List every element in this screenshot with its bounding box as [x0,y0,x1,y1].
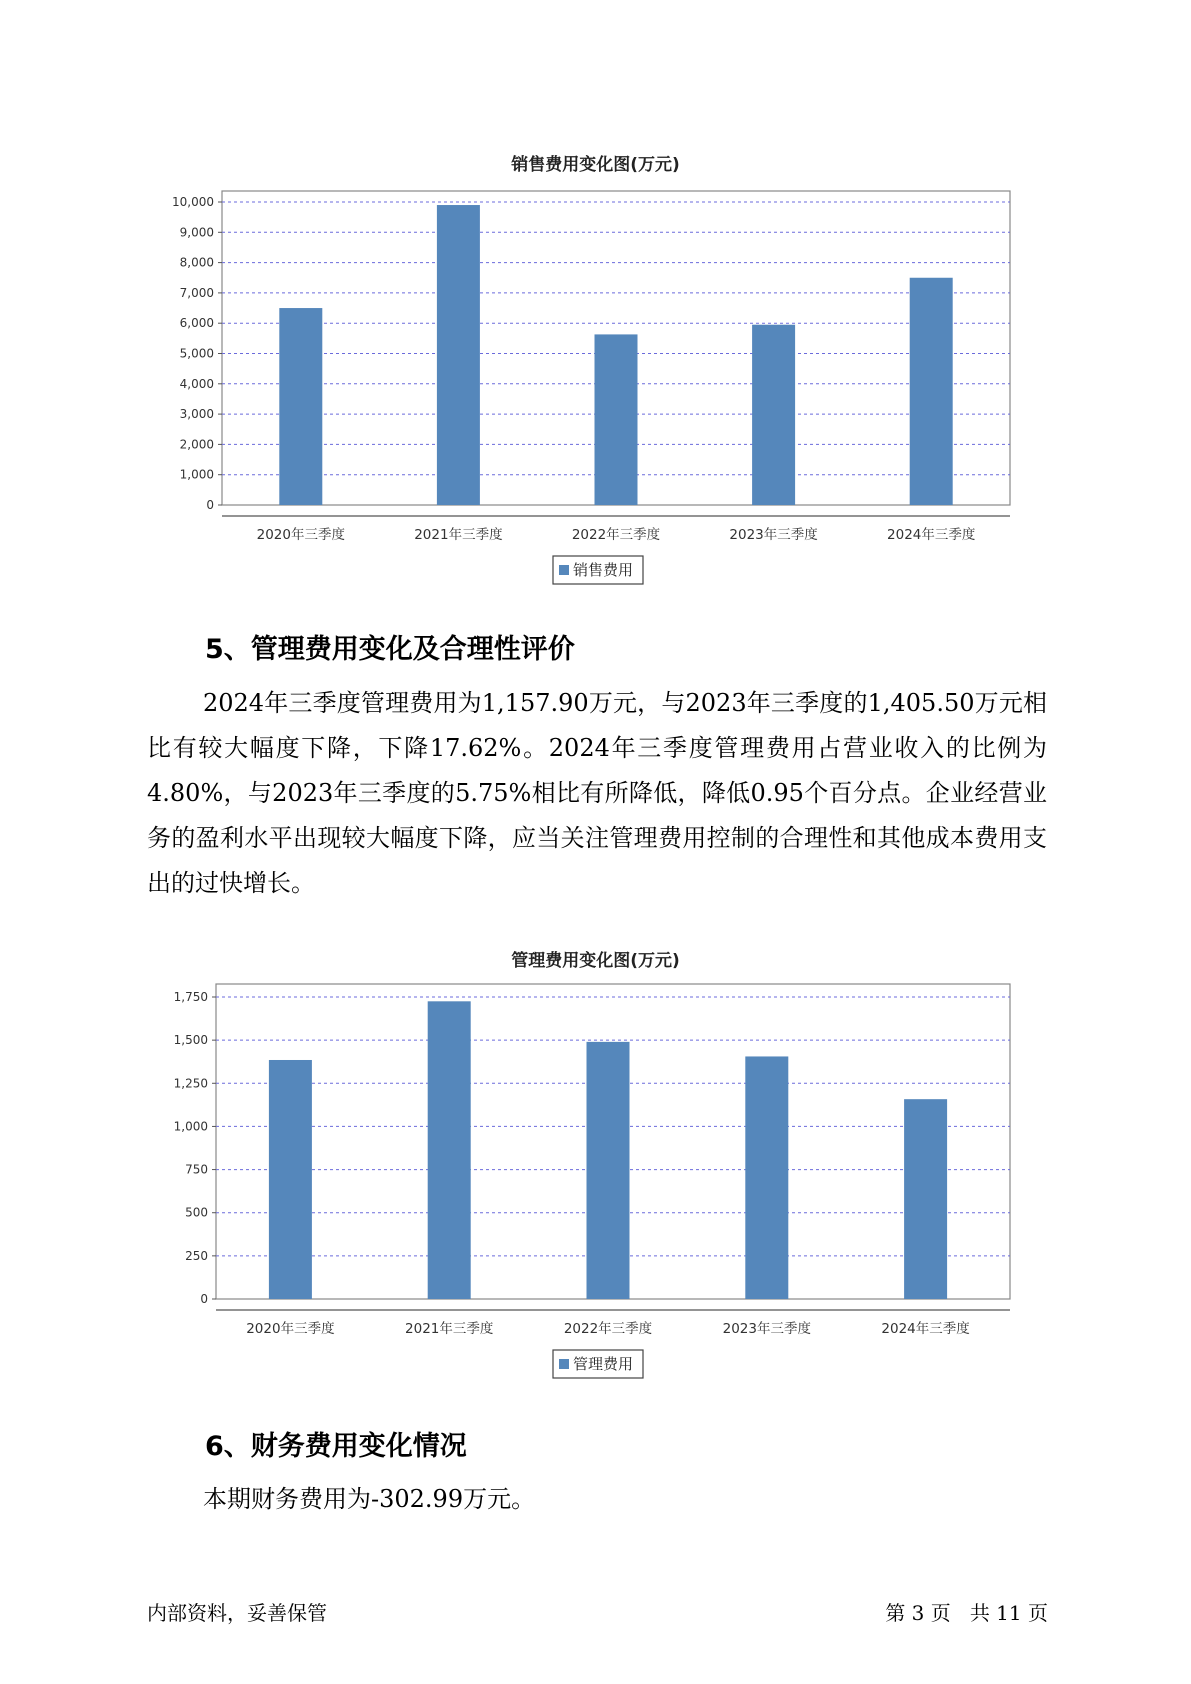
legend-swatch [559,1359,569,1369]
y-tick-label: 1,000 [173,1119,208,1134]
section-5-heading: 5、管理费用变化及合理性评价 [205,634,575,665]
footer-page-text: 第 3 页 共 11 页 [885,1601,1048,1625]
y-tick-label: 2,000 [179,437,214,452]
y-tick-label: 0 [206,498,214,512]
x-tick-label: 2021年三季度 [405,1321,494,1337]
y-tick-label: 4,000 [179,376,214,391]
y-tick-label: 7,000 [179,285,214,300]
x-tick-label: 2022年三季度 [571,527,661,543]
y-tick-label: 0 [200,1292,208,1306]
footer-page-number [885,1597,1048,1626]
x-tick-label: 2022年三季度 [563,1321,653,1337]
y-tick-label: 250 [185,1248,208,1263]
y-tick-label: 1,750 [173,990,208,1004]
section-6-heading: 6、财务费用变化情况 [205,1431,467,1462]
chart-1-title: 销售费用变化图(万元) [511,155,680,175]
x-tick-label: 2023年三季度 [722,1321,811,1337]
bar-2022年三季度 [587,1042,630,1299]
section-6-paragraph: 本期财务费用为-302.99万元。 [203,1485,536,1513]
y-tick-label: 3,000 [179,407,214,422]
bar-2021年三季度 [428,1001,471,1299]
section-5-paragraph: 2024年三季度管理费用为1,157.90万元，与2023年三季度的1,405.50万元相比有较大幅度下降，下降17.62%。2024年三季度管理费用占营业收入的比例为4.80%，与2023年三季度的5.75%相比有所降低，降低0.95个百分点。企业经营业务的盈利水平出现较大幅度下降，应当关注管理费用控制的合理性和其他成本费用支出的过快增长。 [147,689,1047,897]
chart-2-title: 管理费用变化图(万元) [511,951,680,971]
y-tick-label: 750 [185,1162,208,1177]
x-tick-label: 2021年三季度 [414,527,503,543]
y-tick-label: 1,250 [173,1076,208,1091]
y-tick-label: 500 [185,1205,208,1220]
x-tick-label: 2024年三季度 [887,527,976,543]
y-tick-label: 8,000 [179,255,214,270]
y-tick-label: 10,000 [172,195,214,209]
bar-2024年三季度 [904,1099,947,1299]
y-tick-label: 1,500 [173,1033,208,1048]
bar-2020年三季度 [269,1060,312,1299]
footer-confidential-note: 内部资料，妥善保管 [147,1601,327,1625]
y-tick-label: 6,000 [179,316,214,331]
y-tick-label: 9,000 [179,225,214,240]
bar-2023年三季度 [745,1056,788,1299]
legend-label: 管理费用 [573,1355,634,1373]
y-tick-label: 5,000 [179,346,214,361]
x-tick-label: 2024年三季度 [881,1321,970,1337]
y-tick-label: 1,000 [179,467,214,482]
x-tick-label: 2020年三季度 [246,1321,335,1337]
x-tick-label: 2020年三季度 [256,527,345,543]
x-tick-label: 2023年三季度 [729,527,818,543]
legend-label: 销售费用 [573,561,634,579]
